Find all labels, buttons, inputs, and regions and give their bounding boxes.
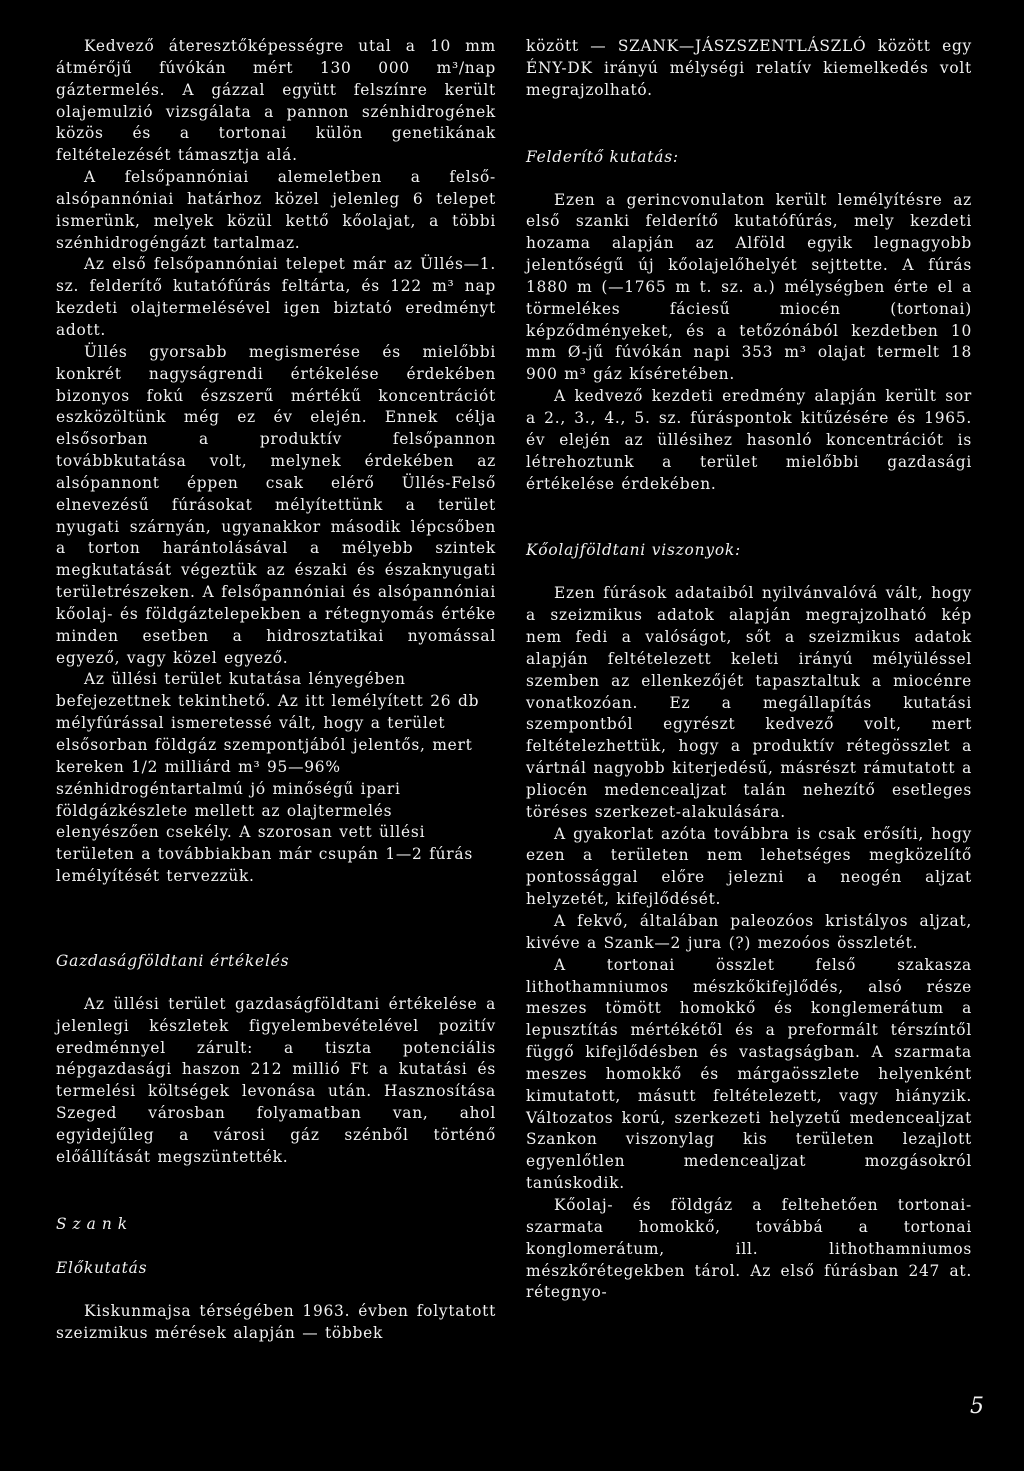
section-heading-gazdasagfoldtani: Gazdaságföldtani értékelés bbox=[56, 951, 290, 970]
paragraph: Kiskunmajsa térségében 1963. évben folytatott szeizmikus mérések alapján — többek bbox=[56, 1301, 496, 1342]
page-number: 5 bbox=[970, 1394, 984, 1419]
paragraph: Ezen a gerincvonulaton került lemélyítésre az első szanki felderítő kutatófúrás, mely kezdeti hozama alapján az Alföld egyik legnagyobb jelentőségű új kőolajelőhelyét sejttette. A fúrás 1880 m (—1765 m t. sz. a.) mélységben érte el a törmelékes fáciesű miocén (tortonai) képződményeket, és a tetőzónából kezdetben 10 mm Ø-jű fúvókán napi 353 m³ olajat termelt 18 900 m³ gáz kíséretében. bbox=[526, 190, 972, 384]
paragraph: Kedvező áteresztőképességre utal a 10 mm átmérőjű fúvókán mért 130 000 m³/nap gáztermelés. A gázzal együtt felszínre került olajemulzió vizsgálata a pannon szénhidrogének közös és a tortonai külön genetikának feltételezését támasztja alá. bbox=[56, 37, 496, 165]
section-heading-koolajfoldtani: Kőolajföldtani viszonyok: bbox=[526, 541, 741, 560]
paragraph: között — SZANK—JÁSZSZENTLÁSZLÓ között egy ÉNY-DK irányú mélységi relatív kiemelkedés volt megrajzolható. bbox=[526, 37, 972, 99]
paragraph: Ezen fúrások adataiból nyilvánvalóvá vált, hogy a szeizmikus adatok alapján megrajzolható kép nem fedi a valóságot, sőt a szeizmikus adatok alapján feltételezett keleti irányú mélyüléssel szemben az ellenkezőjét tapasztaltuk a miocénre vonatkozóan. Ez a megállapítás kutatási szempontból egyrészt kedvező volt, mert feltételezhettük, hogy a produktív rétegösszlet a vártnál nagyobb kiterjedésű, másrészt rámutatott a pliocén medencealjzat talán nehezítő esetleges töréses szerkezet-alakulására. bbox=[526, 584, 972, 821]
paragraph: A kedvező kezdeti eredmény alapján került sor a 2., 3., 4., 5. sz. fúráspontok kitűzésére és 1965. év elején az üllésihez hasonló koncentrációt is létrehoztunk a terület mielőbbi gazdasági értékelése érdekében. bbox=[526, 387, 972, 493]
section-heading-szank: Szank bbox=[56, 1214, 134, 1233]
paragraph: Az első felsőpannóniai telepet már az Üllés—1. sz. felderítő kutatófúrás feltárta, és 122 m³ nap kezdeti olajtermelésével igen biztató eredményt adott. bbox=[56, 255, 496, 339]
paragraph: A gyakorlat azóta továbbra is csak erősíti, hogy ezen a területen nem lehetséges megközelítő pontossággal előre jelezni a neogén aljzat helyzetét, kifejlődését. bbox=[526, 824, 972, 909]
paragraph: A fekvő, általában paleozóos kristályos aljzat, kivéve a Szank—2 jura (?) mezoóos összletét. bbox=[526, 912, 972, 952]
paragraph: Az üllési terület kutatása lényegében befejezettnek tekinthető. Az itt lemélyített 26 db mélyfúrással ismeretessé vált, hogy a terület elsősorban földgáz szempontjából jelentős, mert kereken 1/2 milliárd m³ 95—96% szénhidrogéntartalmú jó minőségű ipari földgázkészlete mellett az olajtermelés elenyészően csekély. A szorosan vett üllési területen a továbbiakban már csupán 1—2 fúrás lemélyítését tervezzük. bbox=[56, 670, 480, 886]
right-column bbox=[526, 36, 972, 1304]
paragraph: A felsőpannóniai alemeletben a felső-alsópannóniai határhoz közel jelenleg 6 telepet ismerünk, melyek közül kettő kőolajat, a többi szénhidrogéngázt tartalmaz. bbox=[56, 168, 496, 252]
paragraph: Az üllési terület gazdaságföldtani értékelése a jelenlegi készletek figyelembevételével pozitív eredménnyel zárult: a tiszta potenciális népgazdasági haszon 212 millió Ft a kutatási és termelési költségek levonása után. Hasznosítása Szeged városban folyamatban van, ahol egyidejűleg a városi gáz szénből történő előállítását megszüntették. bbox=[56, 994, 496, 1166]
section-heading-felderito: Felderítő kutatás: bbox=[526, 147, 679, 166]
paragraph: Üllés gyorsabb megismerése és mielőbbi konkrét nagyságrendi értékelése érdekében bizonyos fokú észszerű mértékű koncentrációt eszközöltünk még ez év elején. Ennek célja elsősorban a produktív felsőpannon továbbkutatása volt, melynek érdekében az alsópannont éppen csak elérő Üllés-Felső elnevezésű fúrásokat mélyítettünk a terület nyugati szárnyán, ugyanakkor második lépcsőben a torton harántolásával a mélyebb szintek megkutatását végeztük az északi és északnyugati területrészeken. A felsőpannóniai és alsópannóniai kőolaj- és földgáztelepekben a rétegnyomás értéke minden esetben a hidrosztatikai nyomással egyező, vagy közel egyező. bbox=[56, 342, 496, 667]
paragraph: A tortonai összlet felső szakasza lithothamniumos mészkőkifejlődés, alsó része meszes tömött homokkő és konglemerátum a lepusztítás mértékétől és a preformált térszíntől függő kifejlődésben és vastagságban. A szarmata meszes homokkő és márgaösszlete helyenként kimutatott, másutt feltételezett, vagy hiányzik. Változatos korú, szerkezeti helyzetű medencealjzat Szankon viszonylag kis területen lezajlott egyenlőtlen medencealjzat mozgásokról tanúskodik. bbox=[526, 955, 972, 1193]
left-column bbox=[56, 36, 496, 1344]
paragraph: Kőolaj- és földgáz a feltehetően tortonai-szarmata homokkő, továbbá a tortonai konglomerátum, ill. lithothamniumos mészkőrétegekben tárol. Az első fúrásban 247 at. rétegnyo- bbox=[526, 1195, 972, 1302]
section-heading-elokutatas: Előkutatás bbox=[56, 1258, 148, 1277]
